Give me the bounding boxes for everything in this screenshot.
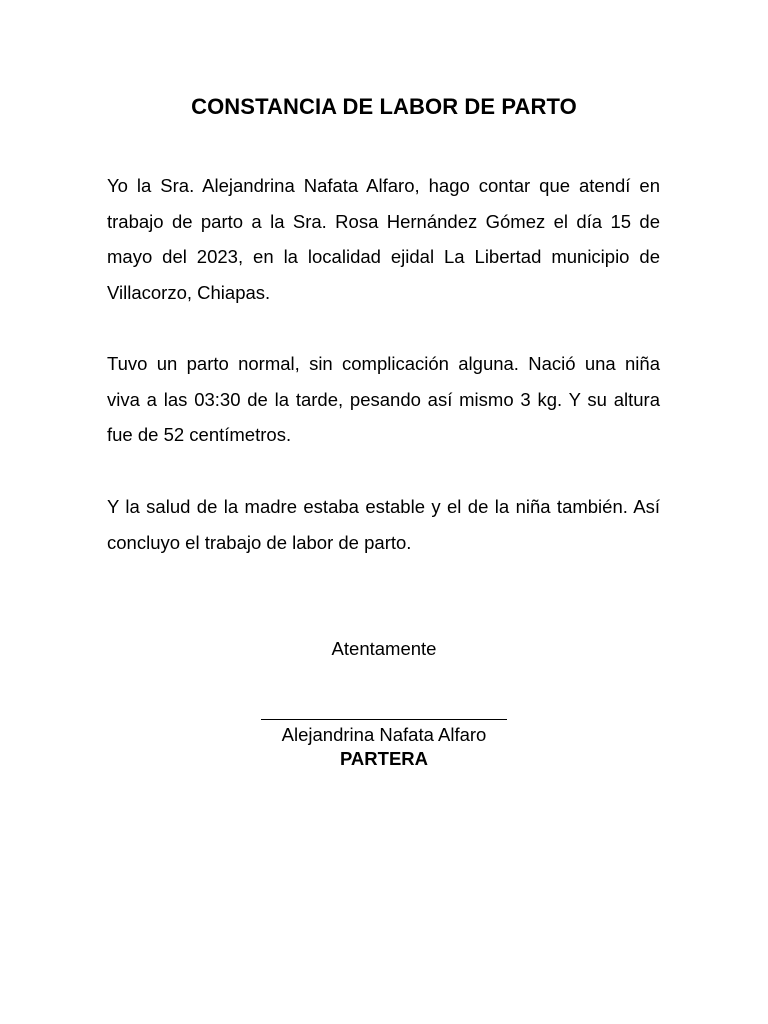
- paragraph-attendance: Yo la Sra. Alejandrina Nafata Alfaro, hago contar que atendí en trabajo de parto a la Sra. Rosa Hernández Gómez el día 15 de mayo del 2023, en la localidad ejidal La Libertad municipio de Villacorzo, Chiapas.: [107, 175, 660, 304]
- closing-salutation: Atentamente: [331, 638, 437, 659]
- signature-line: [261, 719, 507, 720]
- signature-name: Alejandrina Nafata Alfaro: [281, 724, 487, 745]
- signature-role: PARTERA: [339, 748, 429, 769]
- paragraph-birth-details: Tuvo un parto normal, sin complicación alguna. Nació una niña viva a las 03:30 de la tarde, pesando así mismo 3 kg. Y su altura fue de 52 centímetros.: [107, 353, 660, 446]
- paragraph-health-status: Y la salud de la madre estaba estable y el de la niña también. Así concluyo el trabajo de labor de parto.: [107, 496, 660, 553]
- document-title: CONSTANCIA DE LABOR DE PARTO: [191, 94, 577, 119]
